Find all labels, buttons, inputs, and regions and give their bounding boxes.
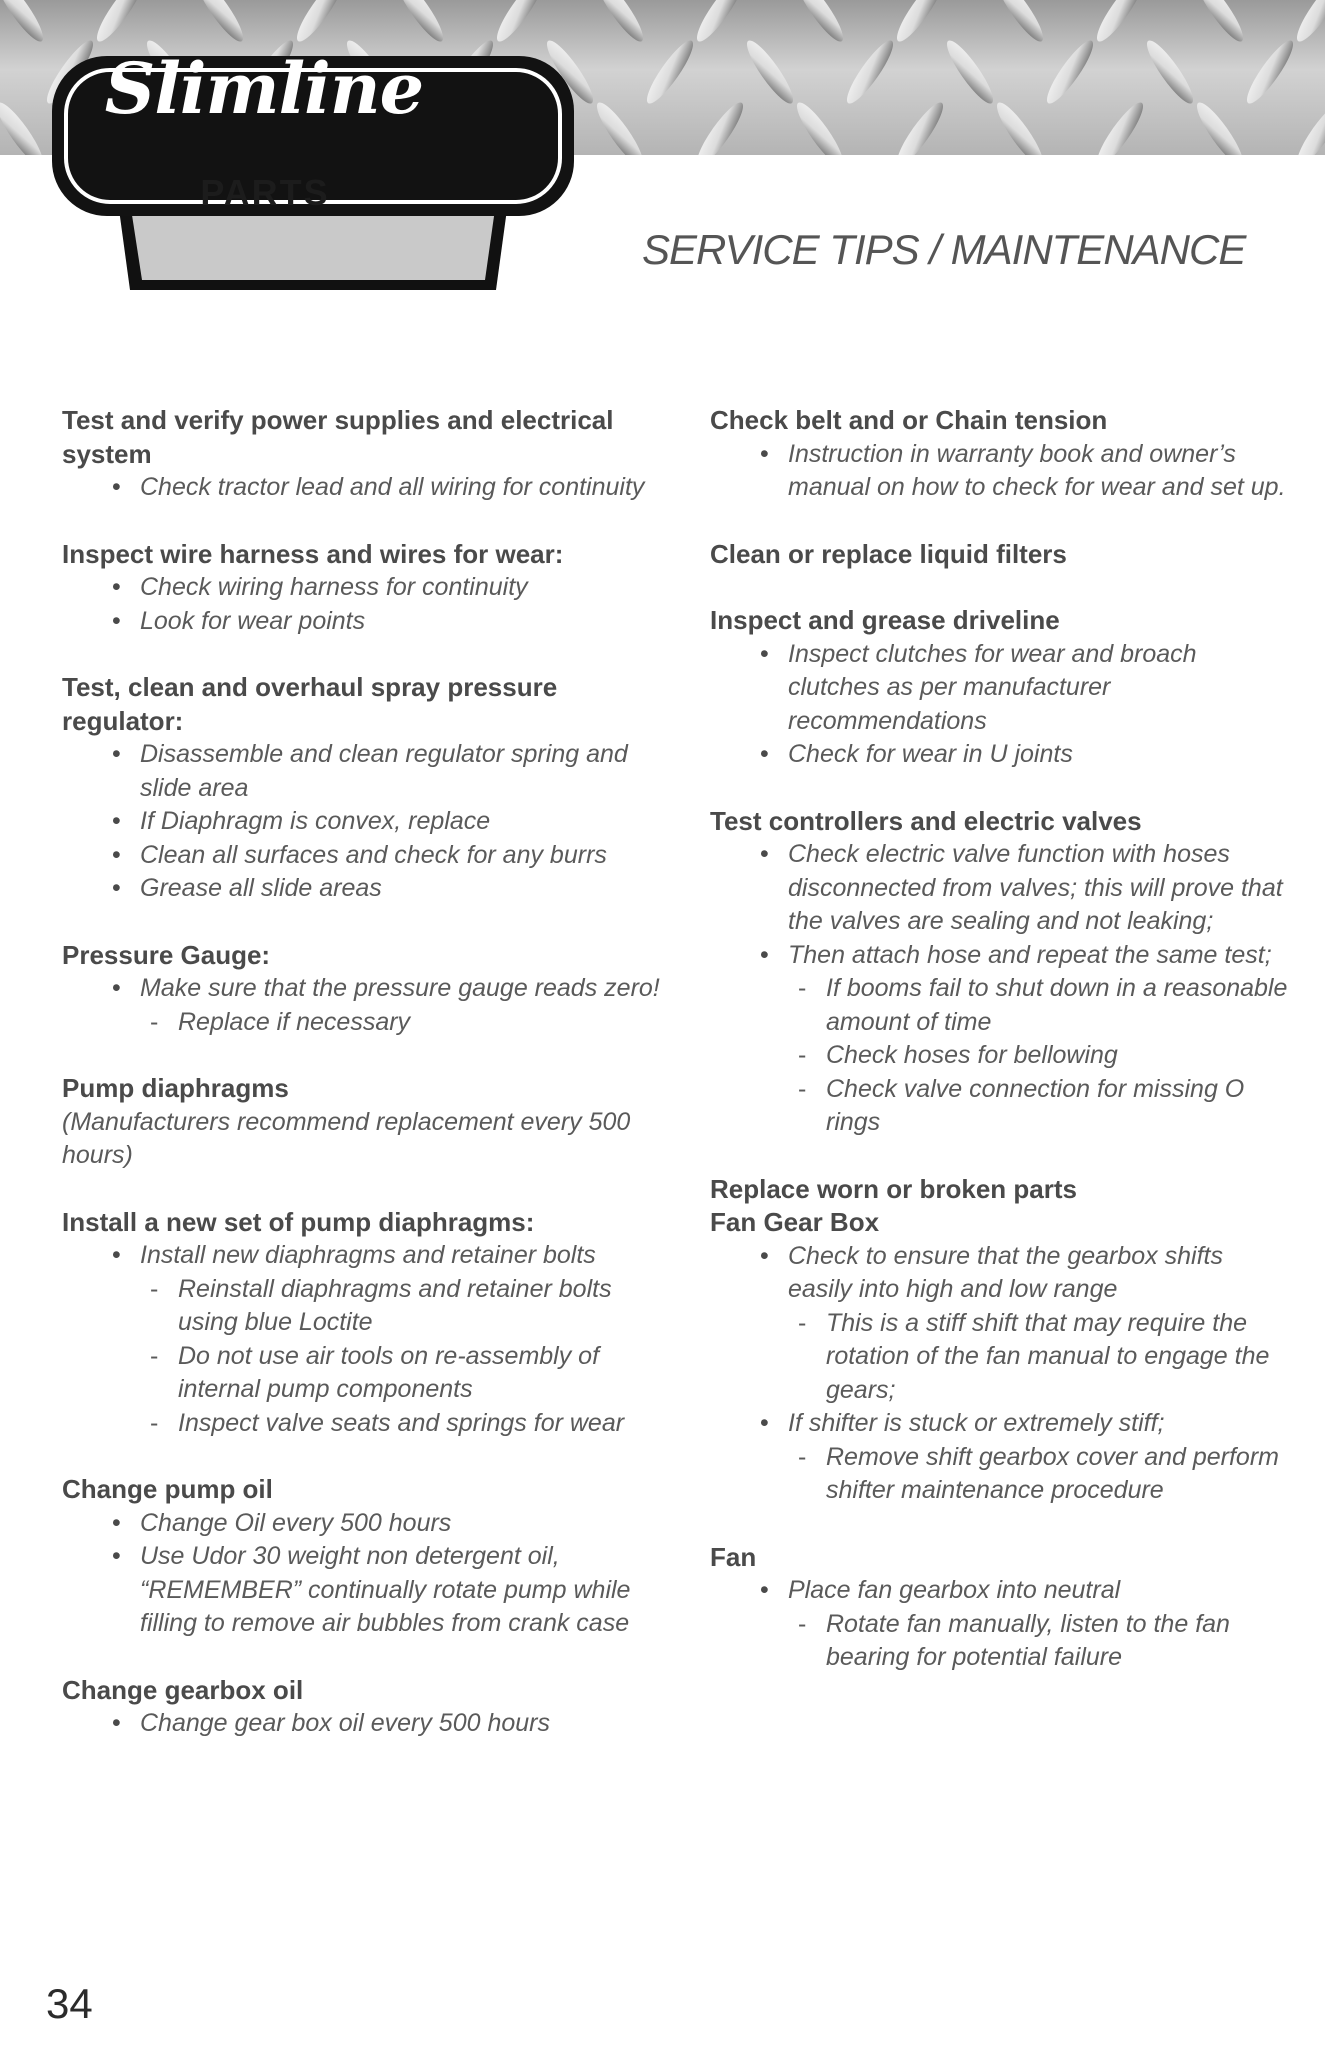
plate-ridge bbox=[791, 98, 849, 155]
section-heading: Replace worn or broken parts bbox=[710, 1173, 1077, 1204]
bullet-text: Place fan gearbox into neutral bbox=[788, 1576, 1121, 1604]
sub-item: - Check valve connection for missing O rings bbox=[788, 1073, 1290, 1140]
page-title: SERVICE TIPS / MAINTENANCE bbox=[642, 226, 1246, 273]
maintenance-section bbox=[62, 1674, 672, 1741]
bullet-item bbox=[62, 839, 672, 873]
plate-ridge bbox=[1191, 98, 1249, 155]
bullet-text: Check wiring harness for continuity bbox=[140, 573, 528, 601]
maintenance-section bbox=[62, 939, 672, 1040]
sub-list bbox=[788, 1307, 1290, 1408]
bullet-list bbox=[710, 1574, 1290, 1675]
bullet-list bbox=[710, 838, 1290, 1140]
maintenance-section bbox=[62, 671, 672, 906]
section-heading: Clean or replace liquid filters bbox=[710, 538, 1067, 569]
plate-ridge bbox=[191, 0, 249, 46]
plate-ridge bbox=[891, 0, 949, 46]
bullet-item bbox=[710, 1574, 1290, 1675]
bullet-item bbox=[710, 738, 1290, 772]
sub-list bbox=[140, 1006, 672, 1040]
plate-ridge bbox=[391, 0, 449, 46]
plate-ridge bbox=[841, 36, 899, 109]
bullet-item bbox=[710, 438, 1290, 505]
bullet-text: If Diaphragm is convex, replace bbox=[140, 807, 491, 835]
plate-ridge bbox=[1091, 98, 1149, 155]
bullet-list bbox=[62, 571, 672, 638]
bullet-item bbox=[62, 571, 672, 605]
bullet-text: Change gear box oil every 500 hours bbox=[140, 1709, 550, 1737]
section-heading: Change pump oil bbox=[62, 1474, 273, 1504]
plate-ridge bbox=[1241, 36, 1299, 109]
bullet-list bbox=[710, 1240, 1290, 1508]
bullet-item bbox=[62, 1707, 672, 1741]
section-heading: Inspect wire harness and wires for wear: bbox=[62, 538, 564, 569]
sub-item: - Reinstall diaphragms and retainer bolts using blue Loctite bbox=[140, 1273, 672, 1340]
sub-item: - Rotate fan manually, listen to the fan bearing for potential failure bbox=[788, 1608, 1290, 1675]
section-heading: Test, clean and overhaul spray pressure regulator: bbox=[62, 672, 558, 736]
bullet-item bbox=[62, 738, 672, 805]
bullet-text: Make sure that the pressure gauge reads zero! bbox=[140, 974, 660, 1002]
bullet-text: Clean all surfaces and check for any burrs bbox=[140, 840, 607, 869]
bullet-list bbox=[62, 972, 672, 1039]
bullet-item bbox=[62, 1507, 672, 1541]
bullet-item bbox=[710, 638, 1290, 739]
bullet-item bbox=[710, 1407, 1290, 1508]
bullet-text: Use Udor 30 weight non detergent oil, “REMEMBER” continually rotate pump while filling to remove air bubbles from crank case bbox=[140, 1542, 631, 1637]
maintenance-section bbox=[710, 404, 1290, 505]
bullet-list bbox=[62, 471, 672, 505]
bullet-text: Look for wear points bbox=[140, 606, 366, 635]
plate-ridge bbox=[891, 98, 949, 155]
maintenance-section bbox=[62, 538, 672, 639]
plate-ridge bbox=[741, 36, 799, 109]
right-column bbox=[710, 404, 1290, 1708]
maintenance-section bbox=[62, 1206, 672, 1441]
maintenance-section bbox=[62, 404, 672, 505]
sub-list bbox=[788, 972, 1290, 1140]
plate-ridge bbox=[691, 98, 749, 155]
plate-ridge bbox=[1091, 0, 1149, 46]
plate-ridge bbox=[1291, 0, 1325, 46]
section-note: (Manufacturers recommend replacement every 500 hours) bbox=[62, 1107, 631, 1169]
maintenance-section bbox=[710, 1541, 1290, 1675]
bullet-text: Change Oil every 500 hours bbox=[140, 1508, 452, 1537]
bullet-text: Disassemble and clean regulator spring and slide area bbox=[140, 740, 628, 802]
bullet-item bbox=[62, 972, 672, 1039]
bullet-list bbox=[62, 738, 672, 906]
plate-ridge bbox=[1141, 36, 1199, 109]
bullet-list bbox=[710, 638, 1290, 772]
bullet-text: Then attach hose and repeat the same test; bbox=[788, 940, 1272, 969]
section-heading: Inspect and grease driveline bbox=[710, 605, 1060, 635]
section-heading: Change gearbox oil bbox=[62, 1674, 304, 1705]
bullet-item bbox=[62, 872, 672, 906]
plate-ridge bbox=[291, 0, 349, 46]
bullet-text: Instruction in warranty book and owner’s manual on how to check for wear and set up. bbox=[788, 439, 1286, 501]
bullet-item bbox=[62, 471, 672, 505]
sub-item: - Do not use air tools on re-assembly of internal pump components bbox=[140, 1340, 672, 1407]
left-column bbox=[62, 404, 672, 1774]
sub-item: - Remove shift gearbox cover and perform shifter maintenance procedure bbox=[788, 1441, 1290, 1508]
section-subheading: Fan Gear Box bbox=[710, 1207, 880, 1237]
bullet-list bbox=[710, 438, 1290, 505]
page-number: 34 bbox=[46, 1980, 93, 2027]
logo-subtext: PARTS bbox=[200, 172, 330, 213]
section-heading: Pump diaphragms bbox=[62, 1073, 289, 1103]
plate-ridge bbox=[991, 0, 1049, 46]
plate-ridge bbox=[491, 0, 549, 46]
logo-text: Slimline bbox=[104, 47, 424, 130]
section-heading: Test and verify power supplies and electrical system bbox=[62, 405, 614, 469]
section-heading: Pressure Gauge: bbox=[62, 939, 271, 970]
section-heading: Check belt and or Chain tension bbox=[710, 405, 1108, 435]
bullet-text: If shifter is stuck or extremely stiff; bbox=[788, 1409, 1165, 1437]
bullet-item bbox=[710, 1240, 1290, 1408]
bullet-list bbox=[62, 1239, 672, 1440]
bullet-item bbox=[62, 605, 672, 639]
bullet-item bbox=[710, 838, 1290, 939]
bullet-text: Check electric valve function with hoses disconnected from valves; this will prove that the valves are sealing and not leaking; bbox=[788, 840, 1283, 935]
maintenance-section bbox=[62, 1072, 672, 1173]
bullet-text: Install new diaphragms and retainer bolts bbox=[140, 1241, 596, 1269]
bullet-text: Check to ensure that the gearbox shifts easily into high and low range bbox=[788, 1241, 1223, 1303]
maintenance-section bbox=[62, 1473, 672, 1641]
bullet-list bbox=[62, 1707, 672, 1741]
sub-item: - Replace if necessary bbox=[140, 1006, 672, 1040]
section-heading: Test controllers and electric valves bbox=[710, 805, 1142, 836]
plate-ridge bbox=[591, 98, 649, 155]
plate-ridge bbox=[641, 36, 699, 109]
plate-ridge bbox=[1291, 98, 1325, 155]
plate-ridge bbox=[791, 0, 849, 46]
bullet-item bbox=[62, 805, 672, 839]
plate-ridge bbox=[1191, 0, 1249, 46]
plate-ridge bbox=[591, 0, 649, 46]
bullet-item bbox=[710, 939, 1290, 1140]
plate-ridge bbox=[1041, 36, 1099, 109]
sub-list bbox=[788, 1608, 1290, 1675]
plate-ridge bbox=[691, 0, 749, 46]
bullet-text: Check tractor lead and all wiring for continuity bbox=[140, 473, 645, 501]
bullet-text: Inspect clutches for wear and broach clutches as per manufacturer recommendations bbox=[788, 639, 1197, 735]
maintenance-section bbox=[710, 1173, 1290, 1508]
section-heading: Fan bbox=[710, 1541, 757, 1572]
maintenance-section bbox=[710, 805, 1290, 1140]
sub-list bbox=[140, 1273, 672, 1441]
bullet-item bbox=[62, 1239, 672, 1440]
plate-ridge bbox=[91, 0, 149, 46]
maintenance-section bbox=[710, 604, 1290, 772]
bullet-text: Grease all slide areas bbox=[140, 874, 382, 902]
plate-ridge bbox=[0, 0, 49, 46]
sub-item: - Inspect valve seats and springs for wear bbox=[140, 1407, 672, 1441]
plate-ridge bbox=[991, 98, 1049, 155]
plate-ridge bbox=[0, 98, 49, 155]
bullet-item bbox=[62, 1540, 672, 1641]
section-heading: Install a new set of pump diaphragms: bbox=[62, 1206, 535, 1237]
bullet-list bbox=[62, 1507, 672, 1641]
maintenance-section bbox=[710, 538, 1290, 572]
bullet-text: Check for wear in U joints bbox=[788, 740, 1073, 768]
sub-item: - If booms fail to shut down in a reasonable amount of time bbox=[788, 972, 1290, 1039]
sub-list bbox=[788, 1441, 1290, 1508]
plate-ridge bbox=[941, 36, 999, 109]
sub-item: - This is a stiff shift that may require the rotation of the fan manual to engage the gears; bbox=[788, 1307, 1290, 1408]
sub-item: - Check hoses for bellowing bbox=[788, 1039, 1290, 1073]
